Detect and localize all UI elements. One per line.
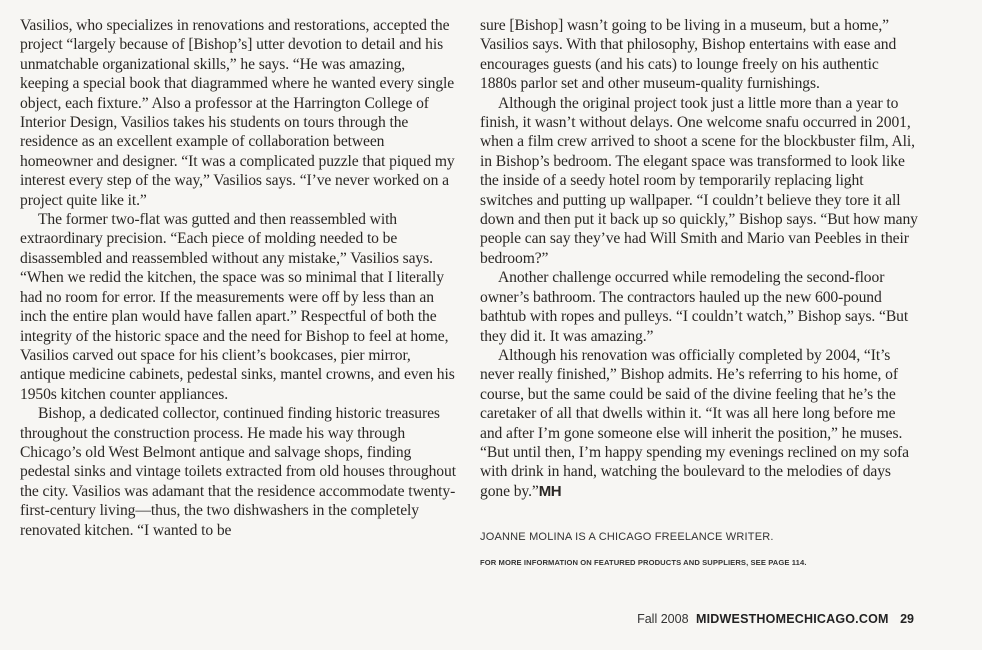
body-paragraph: Another challenge occurred while remodeling the second-floor owner’s bathroom. The contractors hauled up the new 600-pound bathtub with ropes and pulleys. “I couldn’t watch,” Bishop says. “But they did it. It was amazing.” (480, 269, 909, 345)
page-footer (637, 612, 914, 626)
body-paragraph-final (480, 346, 918, 501)
body-paragraph: The former two-flat was gutted and then reassembled with extraordinary precision. “Each piece of molding needed to be disassembled and reassembled without any mistake,” Vasilios says. “When we redid the kitchen, the space was so minimal that I literally had no room for error. If the measurements were off by less than an inch the entire plan would have fallen apart.” Respectful of both the integrity of the historic space and the need for Bishop to feel at home, Vasilios carved out space for his client’s bookcases, pier mirror, antique medicine cabinets, pedestal sinks, mantel crowns, and even his 1950s kitchen counter appliances. (20, 211, 455, 403)
issue-season: Fall 2008 (637, 612, 689, 626)
body-paragraph: sure [Bishop] wasn’t going to be living in a museum, but a home,” Vasilios says. With that philosophy, Bishop entertains with ease and encourages guests (and his cats) to lounge freely on his authentic 1880s parlor set and other museum-quality furnishings. (480, 17, 897, 93)
page-number: 29 (900, 612, 914, 626)
final-paragraph-text: Although his renovation was officially completed by 2004, “It’s never really finished,” Bishop admits. He’s referring to his home, of course, but the same could be said of the divine feeling that he’s the caretaker of all that dwells within it. “It was all here long before me and after I’m gone someone else will inherit the position,” he muses. “But until then, I’m happy spending my evenings reclined on my sofa with drink in hand, watching the boulevard to the melodies of days gone by.” (480, 346, 909, 500)
author-byline: JOANNE MOLINA IS A CHICAGO FREELANCE WRITER. (480, 531, 774, 543)
article-right-column (480, 16, 918, 501)
supplier-note: FOR MORE INFORMATION ON FEATURED PRODUCTS AND SUPPLIERS, SEE PAGE 114. (480, 558, 807, 567)
body-paragraph: Although the original project took just a little more than a year to finish, it wasn’t without delays. One welcome snafu occurred in 2001, when a film crew arrived to shoot a scene for the blockbuster film, Ali, in Bishop’s bedroom. The elegant space was transformed to look like the inside of a seedy hotel room by temporarily replacing light switches and putting up wallpaper. “I couldn’t believe they tore it all down and then put it back up so quickly,” Bishop says. “But how many people can say they’ve had Will Smith and Mario van Peebles in their bedroom?” (480, 94, 918, 267)
body-paragraph: Bishop, a dedicated collector, continued finding historic treasures throughout the construction process. He made his way through Chicago’s old West Belmont antique and salvage shops, finding pedestal sinks and vintage toilets extracted from old houses throughout the city. Vasilios was adamant that the residence accommodate twenty-first-century living—thus, the two dishwashers in the completely renovated kitchen. “I wanted to be (20, 405, 456, 539)
body-paragraph: Vasilios, who specializes in renovations and restorations, accepted the project “largely because of [Bishop’s] utter devotion to detail and his unmatchable organizational skills,” he says. “He was amazing, keeping a special book that diagrammed where he wanted every single object, each fixture.” Also a professor at the Harrington College of Interior Design, Vasilios takes his students on tours through the residence as an excellent example of collaboration between homeowner and designer. “It was a complicated puzzle that piqued my interest every step of the way,” Vasilios says. “I’ve never worked on a project quite like it.” (20, 17, 455, 209)
magazine-website: MIDWESTHOMECHICAGO.COM (696, 612, 889, 626)
end-mark: MH (538, 482, 562, 500)
article-left-column (20, 16, 456, 540)
